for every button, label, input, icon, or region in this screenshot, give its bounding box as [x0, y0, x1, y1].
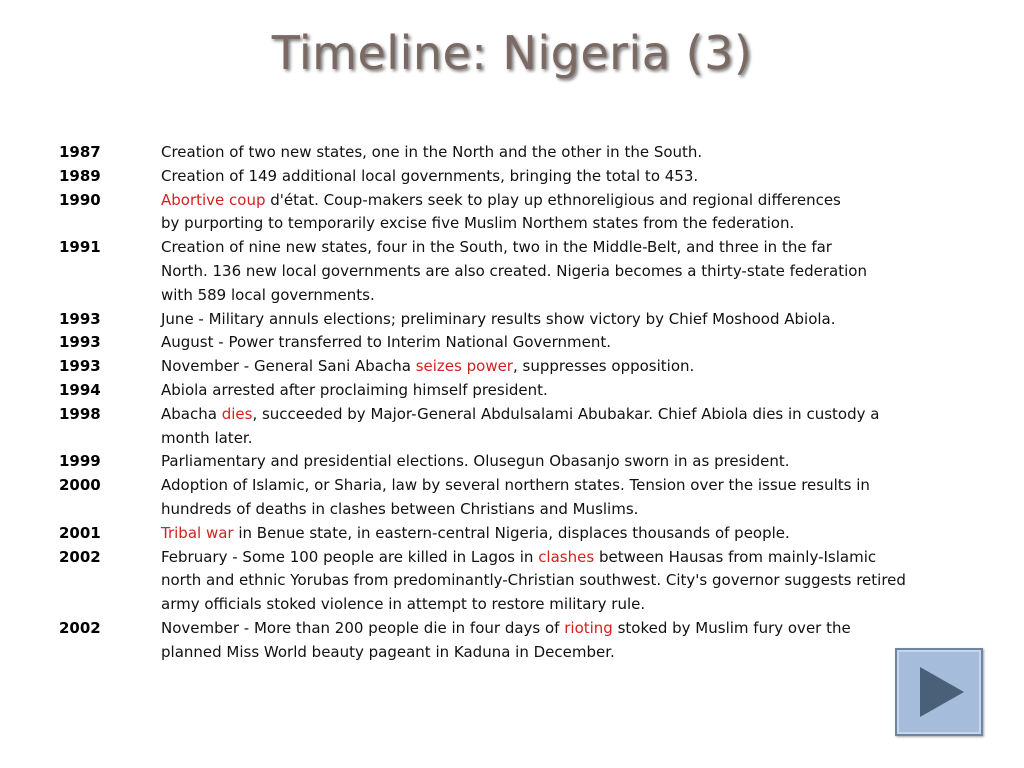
description-text: between Hausas from mainly-Islamic north and ethnic Yorubas from predominantly-Christian southwest. City's governor suggests retired army officials stoked violence in attempt to restore military rule. [161, 547, 906, 614]
entry-description [161, 617, 959, 665]
description-text: d'état. Coup-makers seek to play up ethnoreligious and regional differences by purporting to temporarily excise five Muslim Northem states from the federation. [161, 190, 841, 233]
description-text: August - Power transferred to Interim National Government. [161, 333, 612, 352]
entry-year: 2001 [59, 523, 101, 542]
entry-year: 1994 [59, 380, 101, 399]
timeline-entry [59, 355, 959, 379]
entry-year: 1993 [59, 357, 101, 376]
timeline-list [59, 141, 959, 665]
description-text: in Benue state, in eastern-central Nigeria, displaces thousands of people. [233, 523, 790, 542]
entry-year: 1987 [59, 143, 101, 161]
description-text: November - More than 200 people die in four days of [161, 618, 565, 637]
timeline-entry [59, 522, 959, 546]
entry-year: 1990 [59, 190, 101, 209]
description-text: Creation of 149 additional local governments, bringing the total to 453. [161, 166, 699, 185]
description-text: Adoption of Islamic, or Sharia, law by several northern states. Tension over the issue results in hundreds of deaths in clashes between Christians and Muslims. [161, 476, 870, 518]
timeline-entry [59, 546, 959, 617]
entry-year: 1991 [59, 238, 101, 257]
timeline-entry [59, 450, 959, 474]
entry-year: 1993 [59, 309, 101, 328]
highlighted-term: dies [221, 404, 253, 423]
entry-year: 2002 [59, 618, 101, 637]
description-text: February - Some 100 people are killed in Lagos in [161, 547, 539, 566]
description-text: Creation of nine new states, four in the South, two in the Middle-Belt, and three in the far North. 136 new local governments are also created. Nigeria becomes a thirty-state federation with 589 local governments. [161, 238, 867, 304]
description-text: Abacha [161, 404, 222, 423]
entry-description [161, 379, 959, 403]
entry-year: 2000 [59, 476, 101, 495]
entry-description [161, 355, 959, 379]
highlighted-term: Tribal war [161, 523, 234, 542]
timeline-entry [59, 308, 959, 332]
highlighted-term: rioting [564, 618, 613, 637]
play-triangle-icon [908, 661, 970, 723]
entry-description [161, 141, 959, 165]
timeline-entry [59, 236, 959, 307]
timeline-entry [59, 141, 959, 165]
timeline-entry [59, 474, 959, 522]
description-text: , succeeded by Major-General Abdulsalami Abubakar. Chief Abiola dies in custody a month later. [161, 404, 880, 447]
timeline-entry [59, 379, 959, 403]
description-text: June - Military annuls elections; preliminary results show victory by Chief Moshood Abiola. [161, 309, 836, 328]
entry-description [161, 474, 959, 522]
description-text: Abiola arrested after proclaiming himself president. [161, 380, 548, 399]
description-text: November - General Sani Abacha [161, 357, 416, 376]
entry-description [161, 522, 959, 546]
highlighted-term: clashes [538, 547, 595, 566]
entry-description [161, 450, 959, 474]
entry-year: 1993 [59, 333, 101, 352]
entry-description [161, 189, 959, 237]
description-text: Parliamentary and presidential elections. Olusegun Obasanjo sworn in as president. [161, 452, 790, 471]
entry-description [161, 331, 959, 355]
timeline-entry [59, 189, 959, 237]
entry-description [161, 236, 959, 307]
entry-year: 1989 [59, 166, 101, 185]
description-text: , suppresses opposition. [512, 357, 695, 376]
timeline-entry [59, 403, 959, 451]
entry-year: 1999 [59, 452, 101, 471]
description-text: stoked by Muslim fury over the planned Miss World beauty pageant in Kaduna in December. [161, 618, 851, 661]
next-slide-button[interactable] [895, 648, 983, 736]
highlighted-term: seizes power [415, 357, 513, 376]
highlighted-term: Abortive coup [161, 190, 266, 209]
timeline-entry [59, 331, 959, 355]
description-text: Creation of two new states, one in the North and the other in the South. [161, 143, 703, 161]
entry-description [161, 308, 959, 332]
entry-description [161, 403, 959, 451]
entry-description [161, 165, 959, 189]
entry-year: 1998 [59, 404, 101, 423]
entry-description [161, 546, 959, 617]
entry-year: 2002 [59, 547, 101, 566]
timeline-entry [59, 165, 959, 189]
slide-title: Timeline: Nigeria (3) [271, 26, 753, 80]
timeline-entry [59, 617, 959, 665]
